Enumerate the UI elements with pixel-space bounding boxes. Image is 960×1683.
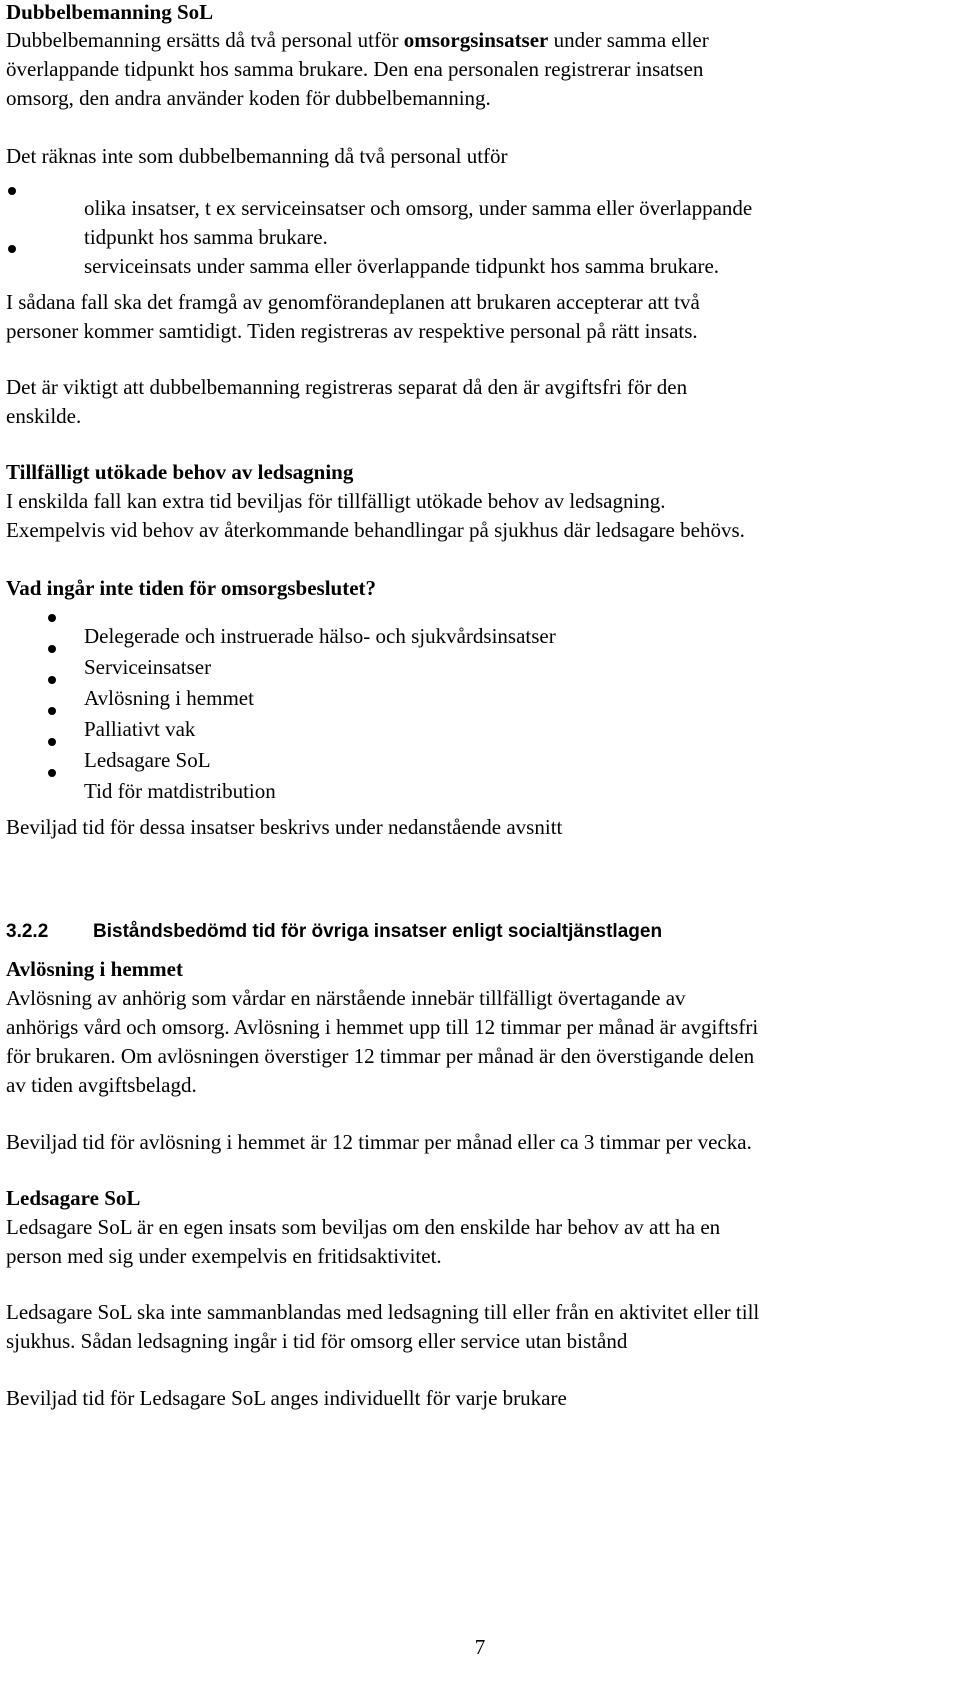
dubbel-intro-line-2: överlappande tidpunkt hos samma brukare. Den ena personalen registrerar insatsen bbox=[6, 57, 704, 81]
avlosning-granted: Beviljad tid för avlösning i hemmet är 12 timmar per månad eller ca 3 timmar per vecka. bbox=[6, 1130, 752, 1154]
bullet-icon bbox=[48, 614, 56, 622]
bullet-icon bbox=[8, 245, 16, 253]
ledsagare-p2-line-2: sjukhus. Sådan ledsagning ingår i tid för omsorg eller service utan bistånd bbox=[6, 1329, 628, 1353]
bullet-item-2: serviceinsats under samma eller överlappande tidpunkt hos samma brukare. bbox=[84, 254, 720, 278]
bullet-icon bbox=[48, 769, 56, 777]
text: under samma eller bbox=[548, 28, 709, 52]
not-counted-paragraph: Det räknas inte som dubbelbemanning då två personal utför bbox=[6, 144, 508, 168]
list-item: Ledsagare SoL bbox=[84, 748, 211, 772]
heading-dubbelbemanning: Dubbelbemanning SoL bbox=[6, 0, 214, 24]
avlosning-line-2: anhörigs vård och omsorg. Avlösning i hemmet upp till 12 timmar per månad är avgiftsfri bbox=[6, 1015, 759, 1039]
bullet-icon bbox=[48, 707, 56, 715]
tillfalligt-line-2: Exempelvis vid behov av återkommande behandlingar på sjukhus där ledsagare behövs. bbox=[6, 518, 745, 542]
avlosning-line-4: av tiden avgiftsbelagd. bbox=[6, 1073, 197, 1097]
list-item: Palliativt vak bbox=[84, 717, 196, 741]
text: Dubbelbemanning ersätts då två personal utför bbox=[6, 28, 404, 52]
heading-vad-ingar: Vad ingår inte tiden för omsorgsbeslutet? bbox=[6, 576, 377, 600]
list-item: Avlösning i hemmet bbox=[84, 686, 254, 710]
section-title: Biståndsbedömd tid för övriga insatser enligt socialtjänstlagen bbox=[93, 921, 663, 942]
bullet-icon bbox=[8, 187, 16, 195]
heading-tillfalligt: Tillfälligt utökade behov av ledsagning bbox=[6, 460, 354, 484]
important-line-2: enskilde. bbox=[6, 404, 82, 428]
heading-avlosning: Avlösning i hemmet bbox=[6, 957, 183, 981]
avlosning-line-1: Avlösning av anhörig som vårdar en närstående innebär tillfälligt övertagande av bbox=[6, 986, 686, 1010]
ledsagare-line-1: Ledsagare SoL är en egen insats som beviljas om den enskilde har behov av att ha en bbox=[6, 1215, 721, 1239]
bullet-icon bbox=[48, 645, 56, 653]
list-item: Tid för matdistribution bbox=[84, 779, 276, 803]
important-line-1: Det är viktigt att dubbelbemanning registreras separat då den är avgiftsfri för den bbox=[6, 375, 688, 399]
bold-term: omsorgsinsatser bbox=[403, 28, 549, 52]
ledsagare-line-2: person med sig under exempelvis en fritidsaktivitet. bbox=[6, 1244, 442, 1268]
section-number: 3.2.2 bbox=[6, 921, 49, 942]
list-item: Serviceinsatser bbox=[84, 655, 212, 679]
ledsagare-p2-line-1: Ledsagare SoL ska inte sammanblandas med ledsagning till eller från en aktivitet eller till bbox=[6, 1300, 760, 1324]
case-line-1: I sådana fall ska det framgå av genomförandeplanen att brukaren accepterar att två bbox=[6, 290, 700, 314]
case-line-2: personer kommer samtidigt. Tiden registreras av respektive personal på rätt insats. bbox=[6, 319, 698, 343]
vad-ingar-after: Beviljad tid för dessa insatser beskrivs under nedanstående avsnitt bbox=[6, 815, 563, 839]
ledsagare-granted: Beviljad tid för Ledsagare SoL anges individuellt för varje brukare bbox=[6, 1386, 567, 1410]
dubbel-intro-line-1 bbox=[6, 25, 956, 55]
bullet-item-1-line-1: olika insatser, t ex serviceinsatser och omsorg, under samma eller överlappande bbox=[84, 196, 753, 220]
bullet-item-1-line-2: tidpunkt hos samma brukare. bbox=[84, 225, 328, 249]
page-number: 7 bbox=[474, 1635, 486, 1659]
tillfalligt-line-1: I enskilda fall kan extra tid beviljas för tillfälligt utökade behov av ledsagning. bbox=[6, 489, 666, 513]
dubbel-intro-line-3: omsorg, den andra använder koden för dubbelbemanning. bbox=[6, 86, 491, 110]
avlosning-line-3: för brukaren. Om avlösningen överstiger 12 timmar per månad är den överstigande delen bbox=[6, 1044, 755, 1068]
list-item: Delegerade och instruerade hälso- och sjukvårdsinsatser bbox=[84, 624, 556, 648]
bullet-icon bbox=[48, 738, 56, 746]
bullet-icon bbox=[48, 676, 56, 684]
heading-ledsagare: Ledsagare SoL bbox=[6, 1186, 141, 1210]
